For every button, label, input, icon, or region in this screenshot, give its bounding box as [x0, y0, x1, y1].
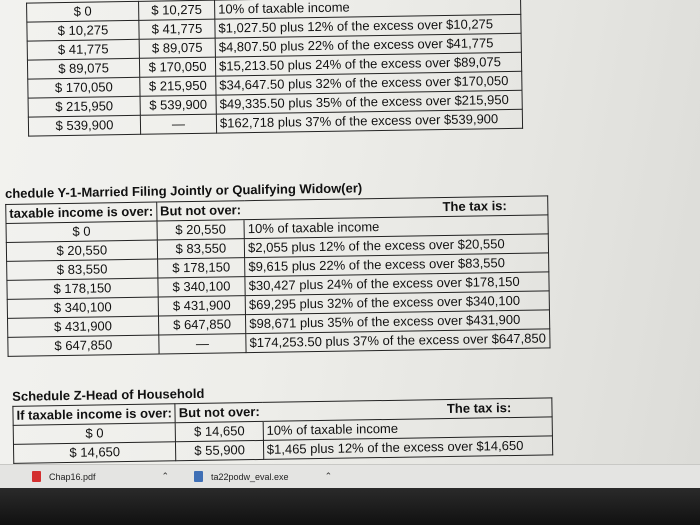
- cell-income-over: $ 539,900: [28, 115, 140, 136]
- cell-income-over: $ 170,050: [28, 77, 140, 98]
- cell-but-not-over: $ 340,100: [158, 277, 246, 297]
- cell-but-not-over: $ 170,050: [139, 57, 215, 77]
- cell-but-not-over: $ 647,850: [158, 315, 246, 335]
- cell-income-over: $ 14,650: [13, 442, 176, 464]
- download-filename: ta22podw_eval.exe: [211, 471, 289, 482]
- cell-income-over: $ 0: [27, 1, 139, 22]
- cell-but-not-over: $ 215,950: [140, 76, 216, 96]
- cell-income-over: $ 431,900: [8, 316, 159, 337]
- cell-income-over: $ 178,150: [7, 278, 158, 299]
- cell-income-over: $ 20,550: [6, 240, 157, 261]
- cell-tax-is: 10% of taxable income: [244, 215, 548, 239]
- cell-income-over: $ 41,775: [27, 39, 139, 60]
- cell-income-over: $ 0: [13, 423, 176, 445]
- cell-tax-is: $69,295 plus 32% of the excess over $340,100: [245, 291, 549, 315]
- cell-tax-is: $34,647.50 plus 32% of the excess over $170,050: [216, 71, 522, 95]
- cell-but-not-over: —: [140, 114, 216, 134]
- cell-income-over: $ 10,275: [27, 20, 139, 41]
- download-bar: [0, 464, 700, 489]
- cell-income-over: $ 83,550: [7, 259, 158, 280]
- header-but-not-over: But not over:: [175, 402, 263, 422]
- schedule-y-title: chedule Y-1-Married Filing Jointly or Qualifying Widow(er): [4, 180, 363, 201]
- cell-but-not-over: $ 55,900: [176, 440, 264, 460]
- download-filename: Chap16.pdf: [49, 471, 96, 482]
- exe-file-icon: [194, 471, 203, 482]
- cell-but-not-over: $ 10,275: [139, 0, 215, 20]
- download-item-exe[interactable]: [194, 471, 332, 482]
- cell-tax-is: $49,335.50 plus 35% of the excess over $215,950: [216, 90, 522, 114]
- header-income-over: taxable income is over:: [6, 202, 157, 223]
- cell-tax-is: $1,027.50 plus 12% of the excess over $10,275: [215, 14, 521, 38]
- header-tax-is: The tax is:: [263, 398, 552, 422]
- cell-tax-is: 10% of taxable income: [215, 0, 521, 19]
- cell-tax-is: $9,615 plus 22% of the excess over $83,550: [245, 253, 549, 277]
- cell-tax-is: $2,055 plus 12% of the excess over $20,550: [244, 234, 548, 258]
- cell-tax-is: $30,427 plus 24% of the excess over $178,150: [245, 272, 549, 296]
- cell-tax-is: $1,465 plus 12% of the excess over $14,650: [263, 436, 552, 460]
- pdf-file-icon: [32, 471, 41, 482]
- cell-income-over: $ 0: [6, 221, 157, 242]
- schedule-y-table: [5, 195, 550, 357]
- cell-but-not-over: $ 41,775: [139, 19, 215, 39]
- cell-but-not-over: $ 20,550: [157, 220, 245, 240]
- cell-income-over: $ 89,075: [27, 58, 139, 79]
- cell-but-not-over: $ 83,550: [157, 239, 245, 259]
- cell-tax-is: $4,807.50 plus 22% of the excess over $41,775: [215, 33, 521, 57]
- cell-but-not-over: $ 89,075: [139, 38, 215, 58]
- cell-but-not-over: —: [159, 334, 247, 354]
- cell-tax-is: $15,213.50 plus 24% of the excess over $89,075: [215, 52, 521, 76]
- cell-tax-is: 10% of taxable income: [263, 417, 552, 441]
- cell-tax-is: $98,671 plus 35% of the excess over $431,900: [246, 310, 550, 334]
- cell-but-not-over: $ 178,150: [157, 258, 245, 278]
- cell-but-not-over: $ 431,900: [158, 296, 246, 316]
- download-item-pdf[interactable]: [32, 471, 169, 482]
- header-income-over: If taxable income is over:: [13, 404, 176, 426]
- header-but-not-over: But not over:: [156, 201, 244, 221]
- schedule-x-table: [26, 0, 523, 137]
- schedule-z-table: [12, 397, 553, 463]
- cell-income-over: $ 215,950: [28, 96, 140, 117]
- header-tax-is: The tax is:: [244, 196, 548, 220]
- monitor-bezel: [0, 488, 700, 525]
- schedule-z-title: Schedule Z-Head of Household: [12, 385, 205, 404]
- cell-but-not-over: $ 539,900: [140, 95, 216, 115]
- cell-income-over: $ 647,850: [8, 335, 159, 356]
- chevron-up-icon[interactable]: ⌃: [324, 471, 333, 481]
- cell-tax-is: $162,718 plus 37% of the excess over $539,900: [216, 109, 522, 133]
- cell-but-not-over: $ 14,650: [176, 421, 264, 441]
- chevron-up-icon[interactable]: ⌃: [161, 471, 170, 481]
- cell-income-over: $ 340,100: [7, 297, 158, 318]
- cell-tax-is: $174,253.50 plus 37% of the excess over $647,850: [246, 329, 550, 353]
